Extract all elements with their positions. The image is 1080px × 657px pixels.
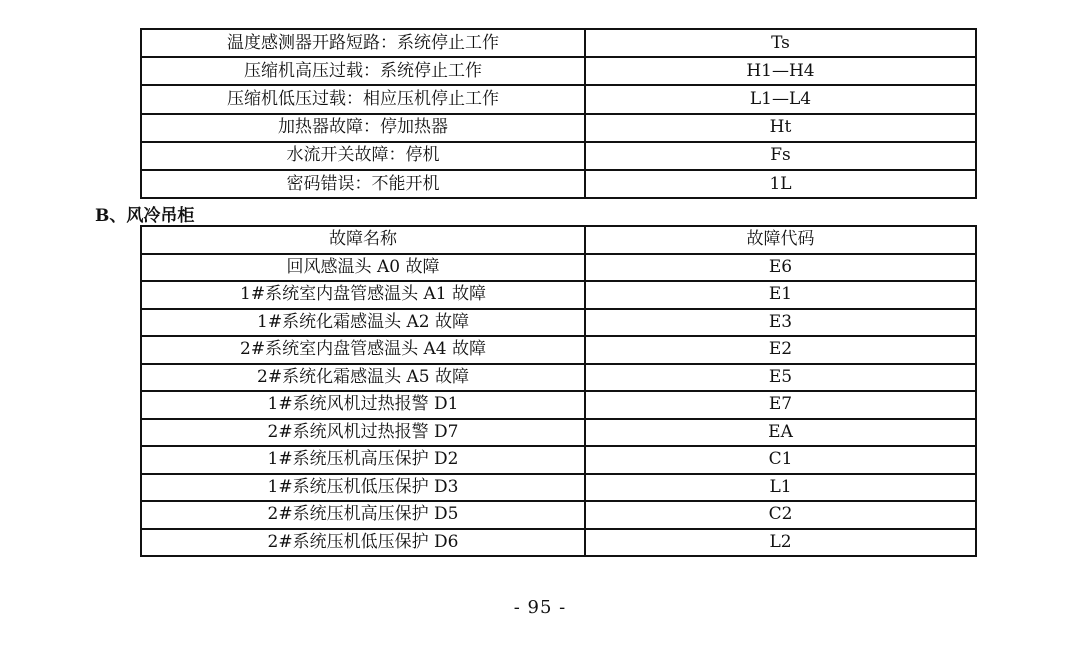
fault-code-cell: E6 [585,254,976,282]
fault-code-cell: L1—L4 [585,85,976,113]
fault-code-cell: 1L [585,170,976,198]
fault-name-cell: 1#系统压机低压保护 D3 [141,474,585,502]
fault-code-cell: Fs [585,142,976,170]
fault-name-cell: 压缩机低压过载：相应压机停止工作 [141,85,585,113]
fault-code-cell: E2 [585,336,976,364]
fault-name-cell: 1#系统化霜感温头 A2 故障 [141,309,585,337]
table-row [141,29,976,57]
fault-name-cell: 温度感测器开路短路：系统停止工作 [141,29,585,57]
table-row [141,57,976,85]
table-row [141,474,976,502]
table-row [141,309,976,337]
table-row [141,446,976,474]
fault-name-cell: 1#系统室内盘管感温头 A1 故障 [141,281,585,309]
fault-code-cell: Ht [585,114,976,142]
table-header-row [141,226,976,254]
fault-name-cell: 2#系统室内盘管感温头 A4 故障 [141,336,585,364]
fault-name-cell: 1#系统压机高压保护 D2 [141,446,585,474]
table-row [141,85,976,113]
table-b-body [141,254,976,557]
fault-code-cell: C1 [585,446,976,474]
fault-code-cell: L1 [585,474,976,502]
table-row [141,336,976,364]
table-row [141,142,976,170]
fault-code-cell: E1 [585,281,976,309]
fault-code-cell: E5 [585,364,976,392]
fault-code-cell: L2 [585,529,976,557]
table-row [141,364,976,392]
fault-code-cell: E3 [585,309,976,337]
page-number: - 95 - [513,597,567,618]
table-row [141,419,976,447]
fault-code-cell: H1—H4 [585,57,976,85]
table-row [141,501,976,529]
fault-name-cell: 密码错误：不能开机 [141,170,585,198]
fault-name-cell: 水流开关故障：停机 [141,142,585,170]
fault-name-cell: 回风感温头 A0 故障 [141,254,585,282]
fault-code-cell: Ts [585,29,976,57]
fault-name-cell: 2#系统压机低压保护 D6 [141,529,585,557]
section-heading: B、风冷吊柜 [95,206,195,226]
table-row [141,391,976,419]
fault-name-cell: 加热器故障：停加热器 [141,114,585,142]
fault-code-table-a [140,28,977,199]
table-row [141,170,976,198]
header-fault-code: 故障代码 [585,226,976,254]
table-a-body [141,29,976,198]
table-row [141,281,976,309]
fault-name-cell: 2#系统压机高压保护 D5 [141,501,585,529]
fault-name-cell: 2#系统风机过热报警 D7 [141,419,585,447]
fault-name-cell: 2#系统化霜感温头 A5 故障 [141,364,585,392]
fault-code-cell: EA [585,419,976,447]
fault-code-cell: C2 [585,501,976,529]
table-row [141,254,976,282]
fault-code-cell: E7 [585,391,976,419]
table-row [141,529,976,557]
table-row [141,114,976,142]
fault-name-cell: 1#系统风机过热报警 D1 [141,391,585,419]
fault-code-table-b [140,225,977,557]
fault-name-cell: 压缩机高压过载：系统停止工作 [141,57,585,85]
header-fault-name: 故障名称 [141,226,585,254]
